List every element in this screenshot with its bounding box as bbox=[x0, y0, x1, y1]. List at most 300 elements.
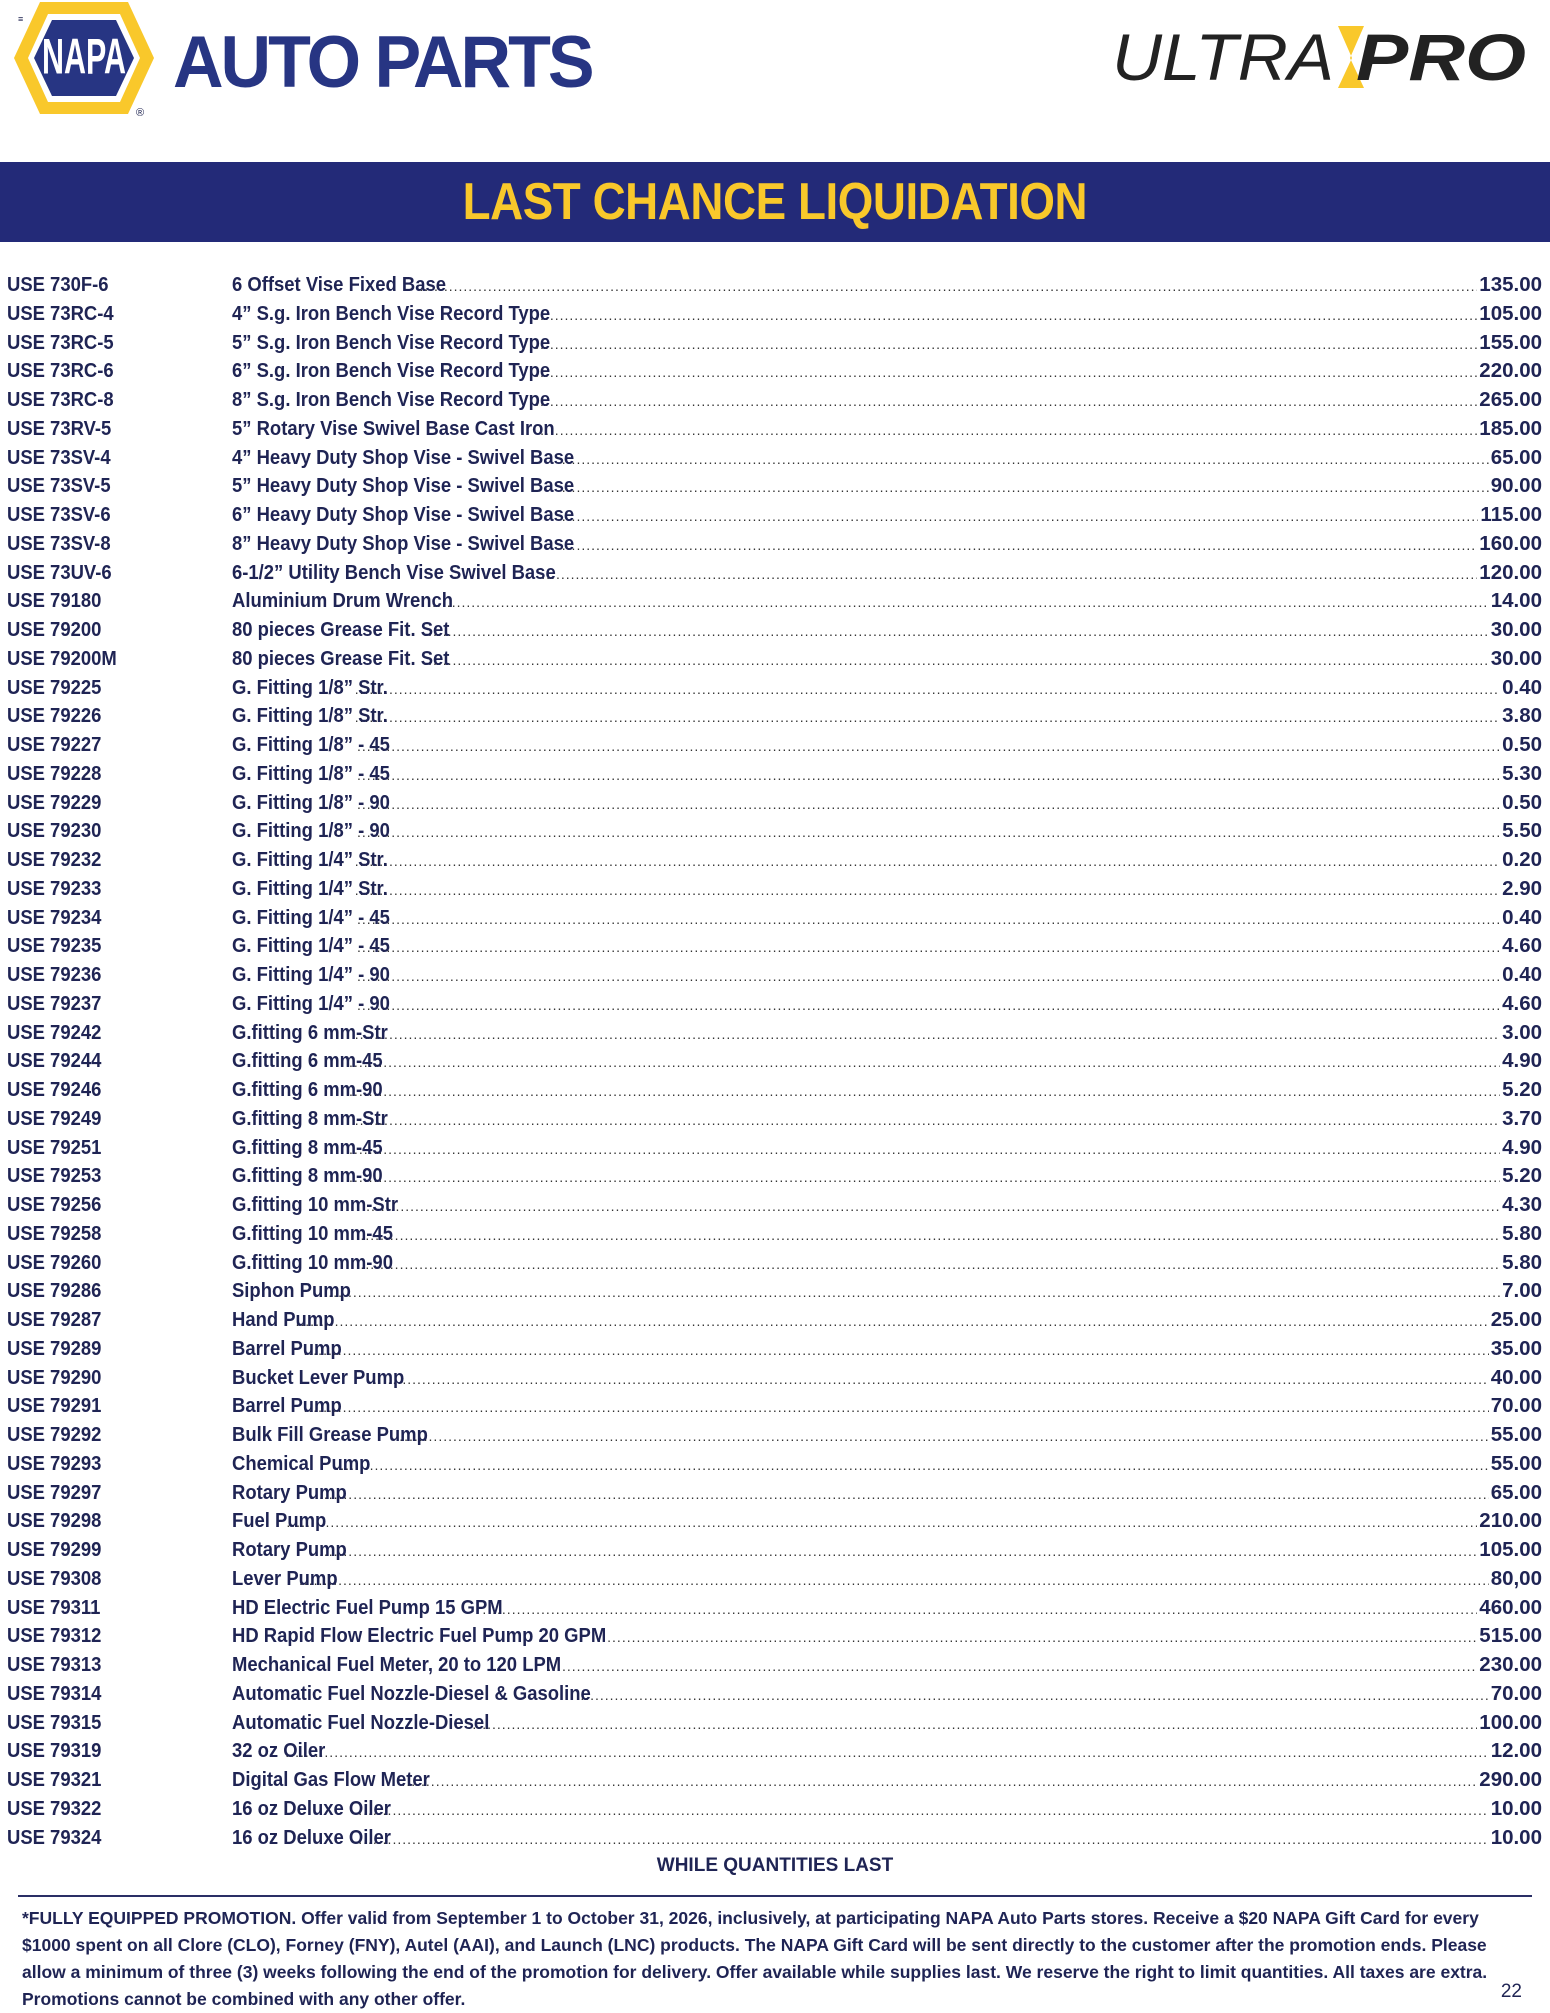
item-description: Rotary Pump bbox=[232, 1538, 347, 1561]
leader-dots bbox=[349, 1077, 1500, 1106]
item-code: USE 73RC-6 bbox=[7, 359, 114, 383]
list-item bbox=[0, 1076, 1550, 1105]
leader-dots bbox=[482, 1595, 1477, 1624]
item-code: USE 79286 bbox=[7, 1279, 102, 1303]
item-line bbox=[232, 702, 1542, 732]
leader-dots bbox=[401, 1767, 1477, 1796]
item-line bbox=[232, 300, 1542, 330]
item-line bbox=[232, 760, 1542, 790]
item-description: Rotary Pump bbox=[232, 1480, 347, 1504]
item-description: 8” Heavy Duty Shop Vise - Swivel Base bbox=[232, 531, 575, 555]
item-price: 0.50 bbox=[1502, 790, 1542, 814]
item-price: 0.40 bbox=[1502, 905, 1542, 929]
leader-dots bbox=[541, 560, 1477, 589]
item-description: G.fitting 10 mm-Str bbox=[232, 1193, 399, 1216]
list-item bbox=[0, 702, 1550, 731]
list-item bbox=[0, 1824, 1550, 1853]
list-item bbox=[0, 1737, 1550, 1766]
ultrapro-logo bbox=[1112, 22, 1532, 92]
list-item bbox=[0, 300, 1550, 329]
item-price: 290.00 bbox=[1479, 1768, 1542, 1791]
leader-dots bbox=[349, 1163, 1500, 1192]
item-code: USE 79314 bbox=[7, 1681, 102, 1705]
list-item bbox=[0, 587, 1550, 616]
page-number: 22 bbox=[1500, 1981, 1522, 2002]
item-price: 5.20 bbox=[1502, 1164, 1542, 1188]
item-code: USE 79289 bbox=[7, 1336, 102, 1360]
item-line bbox=[232, 1594, 1542, 1624]
item-code: USE 79230 bbox=[7, 819, 102, 843]
page-header bbox=[0, 0, 1550, 160]
item-description: Aluminium Drum Wrench bbox=[232, 589, 454, 613]
item-line bbox=[232, 789, 1542, 819]
leader-dots bbox=[314, 1278, 1500, 1307]
item-code: USE 79236 bbox=[7, 963, 102, 986]
item-code: USE 79234 bbox=[7, 905, 102, 929]
item-line bbox=[232, 271, 1542, 301]
item-price: 4.60 bbox=[1502, 991, 1542, 1015]
list-item bbox=[0, 1709, 1550, 1738]
item-price: 4.30 bbox=[1502, 1193, 1542, 1216]
list-item bbox=[0, 1622, 1550, 1651]
leader-dots bbox=[547, 1652, 1477, 1681]
item-description: G. Fitting 1/8” - 90 bbox=[232, 790, 390, 814]
list-item bbox=[0, 990, 1550, 1019]
item-price: 30.00 bbox=[1490, 646, 1542, 670]
list-item bbox=[0, 329, 1550, 358]
item-code: USE 73SV-8 bbox=[7, 531, 111, 555]
leader-dots bbox=[597, 1623, 1477, 1652]
item-description: Chemical Pump bbox=[232, 1451, 371, 1475]
ultra-text: ULTRA bbox=[1112, 22, 1334, 92]
item-description: 80 pieces Grease Fit. Set bbox=[232, 646, 450, 670]
item-description: Lever Pump bbox=[232, 1566, 338, 1590]
item-description: G. Fitting 1/8” - 90 bbox=[232, 819, 390, 843]
item-price: 0.20 bbox=[1502, 848, 1542, 871]
item-price: 10.00 bbox=[1490, 1825, 1542, 1849]
item-line bbox=[232, 1651, 1542, 1681]
leader-dots bbox=[355, 1020, 1500, 1049]
while-quantities-last: WHILE QUANTITIES LAST bbox=[656, 1855, 894, 1876]
item-description: G. Fitting 1/4” - 45 bbox=[232, 934, 390, 958]
leader-dots bbox=[366, 1192, 1500, 1221]
leader-dots bbox=[540, 416, 1477, 445]
item-code: USE 79308 bbox=[7, 1566, 102, 1590]
list-item bbox=[0, 961, 1550, 990]
item-description: G.fitting 8 mm-Str bbox=[232, 1106, 388, 1130]
list-item bbox=[0, 357, 1550, 386]
item-price: 185.00 bbox=[1479, 416, 1542, 440]
item-description: Mechanical Fuel Meter, 20 to 120 LPM bbox=[232, 1653, 562, 1676]
item-price: 515.00 bbox=[1479, 1624, 1542, 1648]
leader-dots bbox=[335, 1451, 1488, 1480]
list-item bbox=[0, 1335, 1550, 1364]
item-description: 80 pieces Grease Fit. Set bbox=[232, 618, 450, 641]
list-item bbox=[0, 1507, 1550, 1536]
item-line bbox=[232, 1450, 1542, 1480]
leader-dots bbox=[355, 675, 1500, 704]
list-item bbox=[0, 559, 1550, 588]
item-line bbox=[232, 1306, 1542, 1336]
item-description: 16 oz Deluxe Oiler bbox=[232, 1796, 391, 1820]
napa-logo bbox=[14, 0, 154, 120]
item-price: 210.00 bbox=[1479, 1509, 1542, 1533]
item-description: 8” S.g. Iron Bench Vise Record Type bbox=[232, 388, 551, 411]
list-item bbox=[0, 1277, 1550, 1306]
item-code: USE 73UV-6 bbox=[7, 560, 112, 584]
item-price: 5.80 bbox=[1502, 1221, 1542, 1245]
item-description: Digital Gas Flow Meter bbox=[232, 1768, 430, 1791]
leader-dots bbox=[562, 531, 1478, 560]
item-price: 0.40 bbox=[1502, 675, 1542, 699]
list-item bbox=[0, 1450, 1550, 1479]
leader-dots bbox=[355, 847, 1500, 876]
item-description: 32 oz Oiler bbox=[232, 1739, 326, 1763]
leader-dots bbox=[535, 387, 1477, 416]
item-code: USE 73RC-5 bbox=[7, 330, 114, 354]
item-code: USE 73RC-8 bbox=[7, 388, 114, 411]
item-description: 6” S.g. Iron Bench Vise Record Type bbox=[232, 359, 551, 383]
list-item bbox=[0, 904, 1550, 933]
item-description: 16 oz Deluxe Oiler bbox=[232, 1825, 391, 1849]
item-line bbox=[232, 990, 1542, 1020]
list-item bbox=[0, 444, 1550, 473]
item-description: 5” Rotary Vise Swivel Base Cast Iron bbox=[232, 416, 555, 440]
item-code: USE 79322 bbox=[7, 1796, 102, 1820]
item-price: 5.50 bbox=[1502, 819, 1542, 843]
item-code: USE 73RC-4 bbox=[7, 301, 114, 325]
item-code: USE 73RV-5 bbox=[7, 416, 112, 440]
leader-dots bbox=[562, 445, 1489, 474]
item-code: USE 73SV-5 bbox=[7, 474, 111, 498]
item-code: USE 79225 bbox=[7, 675, 102, 699]
item-description: 6 Offset Vise Fixed Base bbox=[232, 273, 446, 296]
item-price: 135.00 bbox=[1479, 273, 1542, 296]
leader-dots bbox=[468, 1710, 1478, 1739]
list-item bbox=[0, 674, 1550, 703]
item-price: 3.00 bbox=[1502, 1020, 1542, 1044]
item-description: G. Fitting 1/4” Str. bbox=[232, 876, 388, 900]
item-code: USE 79290 bbox=[7, 1365, 102, 1389]
item-price: 155.00 bbox=[1479, 330, 1542, 354]
item-line bbox=[232, 1709, 1542, 1739]
item-description: Hand Pump bbox=[232, 1308, 335, 1331]
item-code: USE 79244 bbox=[7, 1049, 102, 1073]
item-line bbox=[232, 1680, 1542, 1710]
item-code: USE 79249 bbox=[7, 1106, 102, 1130]
item-code: USE 79258 bbox=[7, 1221, 102, 1245]
item-description: 6-1/2” Utility Bench Vise Swivel Base bbox=[232, 560, 556, 584]
list-item bbox=[0, 472, 1550, 501]
item-line bbox=[232, 1335, 1542, 1365]
leader-dots bbox=[373, 1365, 1489, 1394]
registered-mark: ® bbox=[136, 107, 145, 119]
item-description: Barrel Pump bbox=[232, 1336, 342, 1360]
item-line bbox=[232, 645, 1542, 675]
item-code: USE 79229 bbox=[7, 790, 102, 814]
item-line bbox=[232, 616, 1542, 646]
item-price: 4.90 bbox=[1502, 1049, 1542, 1073]
item-description: 4” S.g. Iron Bench Vise Record Type bbox=[232, 301, 551, 325]
item-code: USE 79233 bbox=[7, 876, 102, 900]
item-code: USE 79227 bbox=[7, 733, 102, 756]
list-item bbox=[0, 1134, 1550, 1163]
item-price: 35.00 bbox=[1490, 1336, 1542, 1360]
banner bbox=[0, 162, 1550, 242]
item-price: 65.00 bbox=[1490, 445, 1542, 469]
list-item bbox=[0, 817, 1550, 846]
item-code: USE 79228 bbox=[7, 761, 102, 785]
leader-dots bbox=[357, 933, 1500, 962]
list-item bbox=[0, 616, 1550, 645]
item-price: 55.00 bbox=[1490, 1423, 1542, 1446]
list-item bbox=[0, 1680, 1550, 1709]
leader-dots bbox=[299, 1566, 1489, 1595]
leader-dots bbox=[360, 1221, 1500, 1250]
item-description: G. Fitting 1/4” - 45 bbox=[232, 905, 390, 929]
leader-dots bbox=[535, 330, 1477, 359]
item-description: G.fitting 6 mm-90 bbox=[232, 1078, 383, 1101]
item-line bbox=[232, 1622, 1542, 1652]
item-code: USE 79313 bbox=[7, 1653, 102, 1676]
list-item bbox=[0, 1651, 1550, 1680]
list-item bbox=[0, 846, 1550, 875]
item-price: 0.40 bbox=[1502, 963, 1542, 986]
item-price: 230.00 bbox=[1479, 1653, 1542, 1676]
leader-dots bbox=[309, 1537, 1477, 1566]
list-item bbox=[0, 1364, 1550, 1393]
item-price: 100.00 bbox=[1479, 1710, 1542, 1734]
item-code: USE 79235 bbox=[7, 934, 102, 958]
list-item bbox=[0, 1047, 1550, 1076]
list-item bbox=[0, 1795, 1550, 1824]
item-line bbox=[232, 1392, 1542, 1422]
item-line bbox=[232, 1421, 1542, 1451]
leader-dots bbox=[304, 1336, 1489, 1365]
leader-dots bbox=[357, 732, 1500, 761]
item-price: 4.60 bbox=[1502, 934, 1542, 958]
item-price: 10.00 bbox=[1490, 1796, 1542, 1820]
list-item bbox=[0, 1536, 1550, 1565]
item-price: 220.00 bbox=[1479, 359, 1542, 383]
leader-dots bbox=[562, 473, 1489, 502]
item-price: 25.00 bbox=[1490, 1308, 1542, 1331]
item-code: USE 79311 bbox=[7, 1595, 101, 1619]
divider bbox=[18, 1895, 1532, 1897]
leader-dots bbox=[427, 588, 1488, 617]
item-price: 40.00 bbox=[1490, 1365, 1542, 1389]
item-price: 5.20 bbox=[1502, 1078, 1542, 1101]
leader-dots bbox=[357, 905, 1500, 934]
item-code: USE 73SV-4 bbox=[7, 445, 111, 469]
item-line bbox=[232, 932, 1542, 962]
item-price: 65.00 bbox=[1490, 1480, 1542, 1504]
item-description: G. Fitting 1/8” - 45 bbox=[232, 733, 390, 756]
item-code: USE 79293 bbox=[7, 1451, 102, 1475]
item-code: USE 79226 bbox=[7, 704, 102, 728]
item-line bbox=[232, 415, 1542, 445]
item-code: USE 79321 bbox=[7, 1768, 102, 1791]
item-price: 14.00 bbox=[1490, 589, 1542, 613]
item-price: 105.00 bbox=[1479, 1538, 1542, 1561]
leader-dots bbox=[304, 1393, 1489, 1422]
item-description: G. Fitting 1/8” Str. bbox=[232, 675, 388, 699]
item-line bbox=[232, 1737, 1542, 1767]
item-description: G.fitting 6 mm-45 bbox=[232, 1049, 383, 1073]
item-description: Bucket Lever Pump bbox=[232, 1365, 405, 1389]
list-item bbox=[0, 1162, 1550, 1191]
pro-text: PRO bbox=[1356, 22, 1526, 92]
item-price: 120.00 bbox=[1479, 560, 1542, 584]
item-price: 70.00 bbox=[1490, 1394, 1542, 1418]
item-line bbox=[232, 1019, 1542, 1049]
item-description: G. Fitting 1/4” Str. bbox=[232, 848, 388, 871]
item-line bbox=[232, 1364, 1542, 1394]
item-description: G. Fitting 1/8” Str. bbox=[232, 704, 388, 728]
promotion-fineprint: *FULLY EQUIPPED PROMOTION. Offer valid from September 1 to October 31, 2026, inclusively, at participating NAPA Auto Parts stores. Receive a $20 NAPA Gift Card for every $1000 spent on all Clore (CLO), Forney (FNY), Autel (AAI), and Launch (LNC) products. The NAPA Gift Card will be sent directly to the customer after the promotion ends. Please allow a minimum of three (3) weeks following the end of the promotion for delivery. Offer available while supplies last. We reserve the right to limit quantities. All taxes are extra. Promotions cannot be combined with any other offer. bbox=[22, 1908, 1488, 2009]
item-line bbox=[232, 674, 1542, 704]
leader-dots bbox=[296, 1307, 1489, 1336]
list-item bbox=[0, 1249, 1550, 1278]
item-line bbox=[232, 1277, 1542, 1307]
leader-dots bbox=[423, 617, 1489, 646]
item-line bbox=[232, 559, 1542, 589]
item-description: Barrel Pump bbox=[232, 1394, 342, 1418]
item-price: 4.90 bbox=[1502, 1135, 1542, 1159]
item-description: Bulk Fill Grease Pump bbox=[232, 1423, 428, 1446]
item-price: 80,00 bbox=[1490, 1566, 1542, 1590]
item-price: 70.00 bbox=[1490, 1681, 1542, 1705]
item-price: 115.00 bbox=[1480, 503, 1542, 526]
list-item bbox=[0, 530, 1550, 559]
banner-title: LAST CHANCE LIQUIDATION bbox=[462, 173, 1088, 231]
item-price: 12.00 bbox=[1490, 1739, 1542, 1763]
item-description: 5” Heavy Duty Shop Vise - Swivel Base bbox=[232, 474, 575, 498]
list-item bbox=[0, 1105, 1550, 1134]
leader-dots bbox=[358, 1825, 1488, 1854]
item-line bbox=[232, 1766, 1542, 1796]
item-description: G.fitting 8 mm-45 bbox=[232, 1135, 383, 1159]
item-code: USE 79256 bbox=[7, 1193, 102, 1216]
item-list bbox=[0, 271, 1550, 1852]
item-code: USE 79324 bbox=[7, 1825, 102, 1849]
leader-dots bbox=[535, 301, 1477, 330]
leader-dots bbox=[355, 1106, 1500, 1135]
item-line bbox=[232, 1565, 1542, 1595]
item-code: USE 79200M bbox=[7, 646, 117, 670]
list-item bbox=[0, 731, 1550, 760]
item-description: G.fitting 10 mm-90 bbox=[232, 1250, 393, 1274]
item-code: USE 79200 bbox=[7, 618, 102, 641]
leader-dots bbox=[357, 991, 1500, 1020]
item-price: 2.90 bbox=[1502, 876, 1542, 900]
item-price: 7.00 bbox=[1502, 1279, 1542, 1303]
item-price: 3.80 bbox=[1502, 704, 1542, 728]
list-item bbox=[0, 501, 1550, 530]
item-line bbox=[232, 1795, 1542, 1825]
leader-dots bbox=[355, 703, 1500, 732]
item-description: HD Electric Fuel Pump 15 GPM bbox=[232, 1595, 503, 1619]
item-price: 90.00 bbox=[1490, 474, 1542, 498]
item-code: USE 79291 bbox=[7, 1394, 102, 1418]
item-price: 0.50 bbox=[1502, 733, 1542, 756]
item-line bbox=[232, 1536, 1542, 1566]
item-description: Siphon Pump bbox=[232, 1279, 351, 1303]
list-item bbox=[0, 1479, 1550, 1508]
list-item bbox=[0, 1766, 1550, 1795]
item-code: USE 79232 bbox=[7, 848, 102, 871]
item-code: USE 79297 bbox=[7, 1480, 102, 1504]
item-description: G.fitting 10 mm-45 bbox=[232, 1221, 393, 1245]
item-description: G. Fitting 1/4” - 90 bbox=[232, 963, 390, 986]
item-line bbox=[232, 1220, 1542, 1250]
leader-dots bbox=[423, 646, 1489, 675]
napa-logo-text: NAPA bbox=[42, 28, 126, 85]
item-line bbox=[232, 587, 1542, 617]
list-item bbox=[0, 386, 1550, 415]
item-line bbox=[232, 357, 1542, 387]
leader-dots bbox=[580, 1681, 1488, 1710]
leader-dots bbox=[309, 1480, 1489, 1509]
list-item bbox=[0, 875, 1550, 904]
item-code: USE 79237 bbox=[7, 991, 102, 1015]
item-price: 160.00 bbox=[1479, 531, 1542, 555]
item-price: 105.00 bbox=[1479, 301, 1542, 325]
item-line bbox=[232, 1191, 1542, 1221]
item-price: 5.30 bbox=[1502, 761, 1542, 785]
list-item bbox=[0, 760, 1550, 789]
item-description: G. Fitting 1/4” - 90 bbox=[232, 991, 390, 1015]
leader-dots bbox=[349, 1135, 1500, 1164]
list-item bbox=[0, 1019, 1550, 1048]
item-line bbox=[232, 817, 1542, 847]
item-code: USE 79298 bbox=[7, 1509, 102, 1533]
item-description: G.fitting 8 mm-90 bbox=[232, 1164, 383, 1188]
leader-dots bbox=[360, 1250, 1500, 1279]
tiny-mark: ≡ bbox=[18, 14, 24, 24]
list-item bbox=[0, 271, 1550, 300]
leader-dots bbox=[562, 502, 1479, 531]
item-line bbox=[232, 1047, 1542, 1077]
item-line bbox=[232, 904, 1542, 934]
brand-text: AUTO PARTS bbox=[173, 21, 592, 103]
item-line bbox=[232, 501, 1542, 531]
item-code: USE 79246 bbox=[7, 1078, 102, 1101]
list-item bbox=[0, 932, 1550, 961]
item-description: Automatic Fuel Nozzle-Diesel bbox=[232, 1710, 490, 1734]
item-line bbox=[232, 472, 1542, 502]
item-line bbox=[232, 875, 1542, 905]
item-line bbox=[232, 1076, 1542, 1106]
list-item bbox=[0, 1421, 1550, 1450]
item-description: 5” S.g. Iron Bench Vise Record Type bbox=[232, 330, 551, 354]
leader-dots bbox=[286, 1508, 1477, 1537]
item-code: USE 79260 bbox=[7, 1250, 102, 1274]
list-item bbox=[0, 1594, 1550, 1623]
item-code: USE 79315 bbox=[7, 1710, 102, 1734]
item-line bbox=[232, 1134, 1542, 1164]
list-item bbox=[0, 1565, 1550, 1594]
list-item bbox=[0, 1306, 1550, 1335]
list-item bbox=[0, 789, 1550, 818]
item-line bbox=[232, 1105, 1542, 1135]
item-price: 3.70 bbox=[1502, 1106, 1542, 1130]
leader-dots bbox=[357, 818, 1500, 847]
item-code: USE 79251 bbox=[7, 1135, 102, 1159]
item-line bbox=[232, 329, 1542, 359]
item-line bbox=[232, 386, 1542, 416]
item-description: G. Fitting 1/8” - 45 bbox=[232, 761, 390, 785]
